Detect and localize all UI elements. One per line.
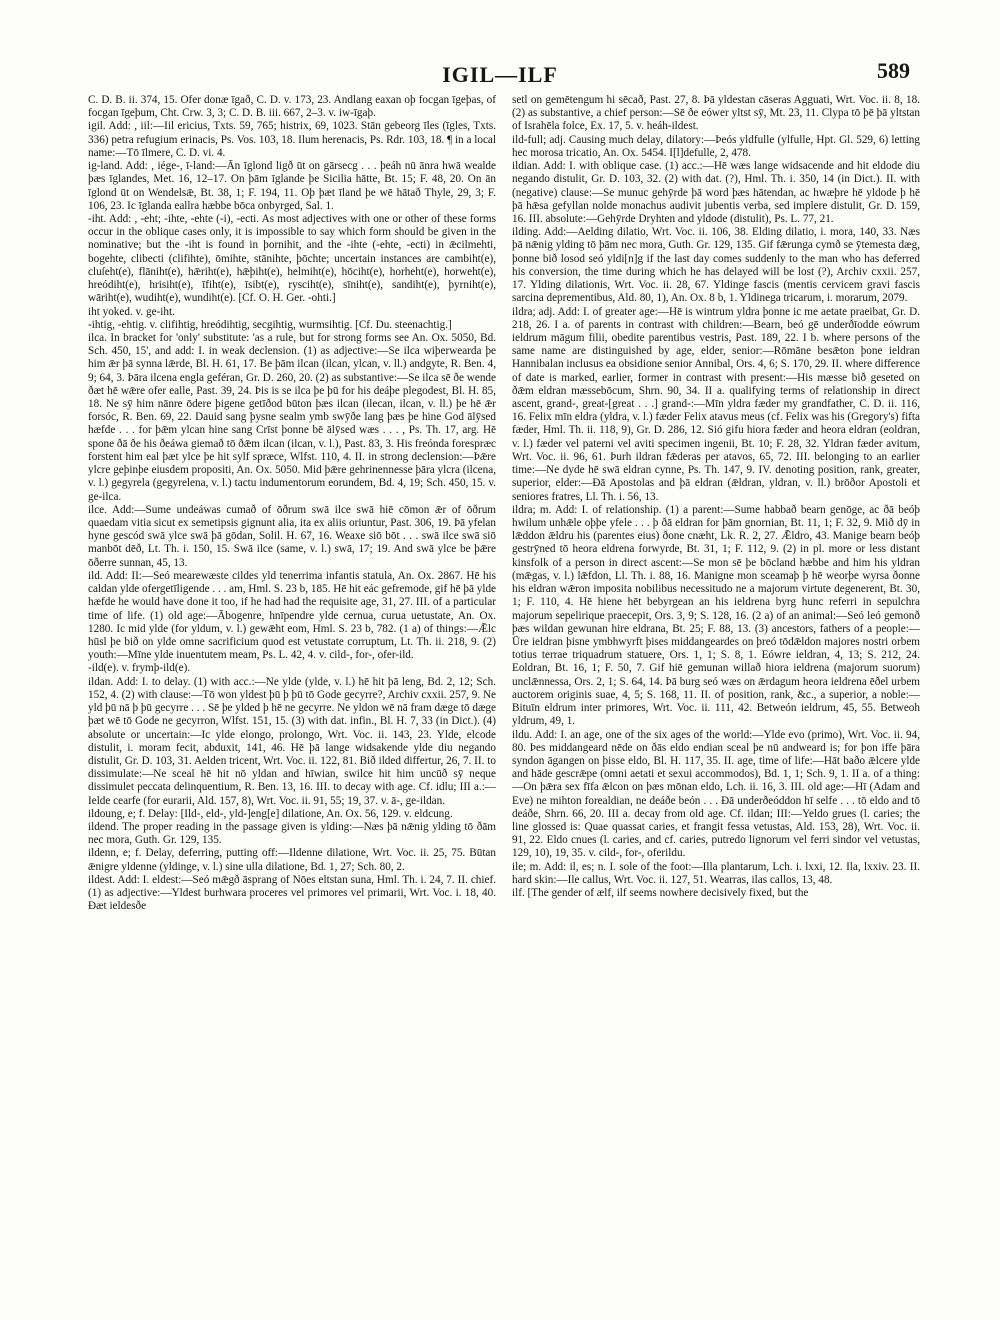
dictionary-entry: ilca. In bracket for 'only' substitute: 'as a rule, but for strong forms see An. Ox. 5050, Bd. Sch. 450, 15', and add: I. in weak declension. (1) as adjective:—Se ilca wiþerwearda þe him ǣr þā synna lǣrde, Bl. H. 61, 17. Be þām ilcan (ilcan, ylcan, v. ll.) andgyte, R. Ben. 4, 9; 64, 3. Þāra ilcena engla geféran, Gr. D. 260, 20. (2) as substantive:—Se ilca sē ðe wende ðæt hē wǣre ofer ealle, Past. 39, 24. Þis is se ilca þe þū for his deáþe plegodest, Bl. H. 85, 18. Ne sȳ him nānre ōdere þigene getīðod būton þæs ilcan (ilecan, ilcan, v. ll.) þe hē ǣr forsóc, R. Ben. 69, 22. Dauid sang þysne sealm ymb swȳðe lang þæs þe hine God ālȳsed hæfde . . . for þǣm ylcan hine sang Crīst þonne bē ālȳsed wæs . . . , Ps. Th. 17, arg. Hē spone ðā ðe his ðeáwa giemað tō ðǣm ilcan (ilcan, v. l.), Past. 83, 3. His freónda forespræc forstent him eal þæt ylce þe hit sylf spræce, Wlfst. 110, 4. II. in strong declension:—Þǣre ylcre geþinþe eiusdem propositi, An. Ox. 5050. Mid þǣre gehrinennesse þāra ylcra (ilcena, v. l.) gegyrela (gegyrelena, v. l.) tactu indumentorum eorundem, Bd. 4, 19; Sch. 450, 15. v. ge-ilca. (88, 331, 496, 503)
page-header (90, 52, 910, 92)
dictionary-entry: ild. Add: II:—Seó mearewæste cildes yld tenerrima infantis statula, An. Ox. 2867. Hē his caldan ylde ofergetīligende . . . am, Hml. S. 23 b, 185. Hē hit eác gefremode, gif hē þā ylde hæfde he would have done it too, if he had had the requisite age, 31, 27. III. of a particular time of life. (1) old age:—Ābogenre, hnīpendre ylde cernua, curua uetustate, An. Ox. 1280. Ic mid ylde (for yldum, v. l.) gewǣht eom, Hml. S. 23 b, 782. (1 a) of things:—Ǣlc hūsl þe bið on ylde omne sacrificium quod est vetustate corruptum, Lt. Th. ii. 218, 9. (2) youth:—Mīne ylde inuentutem meam, Ps. L. 42, 4. v. cild-, for-, ofer-ild. (88, 569, 496, 662)
dictionary-entry: ildra; adj. Add: I. of greater age:—Hē is wintrum yldra þonne ic me aetate praeibat, Gr. D. 218, 26. I a. of parents in contrast with children:—Bearn, beó gē underðīodde eówrum ieldrum māgum filii, obedite parentibus vestris, Past. 189, 22. I b. where persons of the same name are distinguished by age, elder, senior:—Rōmāne besǣton þone ieldran Hannibalan inclusus ea obsidione senior Annibal, Ors. 4, 6; S. 170, 29. II. where difference of date is marked, earlier, former in contrast with present:—His mæsse bið geseted on ðǣm eldran mæssebōcum, Shrn. 90, 34. II a. qualifying terms of relationship in direct ascent, grand-, great-[great . . .] grand-:—Mīn yldra fæder my grandfather, C. D. ii. 116, 16. Felix mīn eldra (yldra, v. l.) fæder Felix atavus meus (cf. Felix was his (Gregory's) fifta fæder, Hml. Th. ii. 118, 9), Gr. D. 286, 12. Sió gifu hiora fæder and heora eldran (eoldran, v. l.) fæder vel paterni vel aviti specimen ingenii, Bt. 10; F. 28, 32. Yldran fæder avitum, Wrt. Voc. ii. 96, 61. Þurh ildran fǣderas per atavos, 65, 72. III. belonging to an earlier time:—Ne dyde hē swā eldran cynne, Ps. Th. 147, 9. IV. denoting position, rank, greater, superior, elder:—Ðā Apostolas and þā eldran (ǣldran, yldran, v. ll.) brōðor Apostoli et seniores fratres, Ll. Th. i. 56, 13. (512, 305, 920, 503)
dictionary-entry: ilding. Add:—Aelding dilatio, Wrt. Voc. ii. 106, 38. Elding dilatio, i. mora, 140, 33. Næs þā nǣnig ylding tō þām nec mora, Guth. Gr. 129, 135. Gif fǣrunga cymð se ȳtemesta dæg, þonne bið losod seó yldi[n]g if the last day comes suddenly to the man who has deferred his conversion, the time during which he has delayed will be lost (?), Archiv cxxii. 257, 17. Ylding dilationis, Wrt. Voc. ii. 28, 67. Yldinge fascis (mentis cervicem gravi fascis sarcina deprementibus, Ald. 80, 1), An. Ox. 8 b, 1. Yldinega tricarum, i. morarum, 2079. (512, 226, 920, 305)
left-column (88, 94, 496, 1284)
dictionary-entry: -iht. Add: , -eht; -ihte, -ehte (-i), -ecti. As most adjectives with one or other of these forms occur in the oblique cases only, it is impossible to say which form should be given in the nominative; but the -iht is found in þornihit, and the -ihte (-ehte, -ecti) in ǣcilmehti, bogehte, clibecti (clifihte), ōmihte, stānihte, þōchte; uncertain instances are cambiht(e), cluſeht(e), flāniht(e), hǣriht(e), hǣþiht(e), helmiht(e), hōciht(e), horheht(e), horweht(e), hreódiht(e), hrisiht(e), īfiht(e), īsibt(e), rysciht(e), sīniht(e), sandiht(e), þyrniht(e), wāriht(e), wudiht(e), wundiht(e). [Cf. O. H. Ger. -ohti.] (88, 212, 496, 305)
dictionary-entry: ildend. The proper reading in the passage given is ylding:—Næs þā nǣnig ylding tō ðām nec mora, Guth. Gr. 129, 135. (88, 821, 496, 847)
right-column (512, 94, 920, 1284)
dictionary-entry: iht yoked. v. ge-iht. (88, 305, 175, 318)
dictionary-entry: ildoung, e; f. Delay: [Ild-, eld-, yld-]eng[e] dilatione, An. Ox. 56, 129. v. eldcung. (88, 807, 453, 820)
dictionary-entry: igil. Add: , iil:—Iil ericius, Txts. 59, 765; histrix, 69, 1023. Stān gebeorg īles (īgles, Txts. 336) petra refugium erinacis, Ps. Vos. 103, 18. Ilum herenacis, Ps. Rdr. 103, 18. ¶ in a local name:—Tō īlmere, C. D. vi. 4. (88, 120, 496, 159)
dictionary-entry: setl on gemētengum hi sēcað, Past. 27, 8. Þā yldestan cāseras Agguati, Wrt. Voc. ii. 8, 18. (2) as substantive, a chief person:—Sē ðe eówer yltst sȳ, Mt. 23, 11. Clypa tō þē þā yltstan of Israhēla folce, Ex. 17, 5. v. heáh-ildest. (512, 94, 920, 133)
dictionary-entry: ildu. Add: I. an age, one of the six ages of the world:—Ylde evo (primo), Wrt. Voc. ii. 94, 80. Þes middangeard nēde on ðās eldo endian sceal þe nū andweard is; for þon iffe þāra syndon āgangen on þisse eldo, Bl. H. 117, 35. II. age, time of life:—Hāt baðo ǣlcere ylde and hāde gescrǣpe (omni aetati et sexui accommodos), Bd. 1, 1; Sch. 9, 1. II a. of a thing:—On þǣra sex fīfa ǣlcon on þæs mōnan eldo, Lch. ii. 16, 3. III. old age:—Hī (Adam and Eve) ne mihton forealdian, ne deáðe beón . . . Ðā underðeóddon hī selfe . . . tō eldo and tō deáðe, Shrn. 66, 20. III a. decay from old age. Cf. ildan; III:—Yeldo grues (l. caries; the line glossed is: Quae quassat caries, et frangit fessa vetustas, Ald. 153, 28), Wrt. Voc. ii. 91, 22. Eldo cnues (l. caries, and cf. caries, putredo lignorum vel ferri sindor vel vetustas, 129, 10), 19, 35. v. cild-, for-, oferildu. (512, 728, 920, 860)
text-columns (88, 94, 920, 1284)
dictionary-entry: ile; m. Add: il, es; n. I. sole of the foot:—Illa plantarum, Lch. i. lxxi, 12. Ila, lxxiv. 23. II. hard skin:—Ile callus, Wrt. Voc. ii. 127, 51. Wearras, ilas callos, 13, 48. (512, 860, 920, 886)
dictionary-entry: ildan. Add: I. to delay. (1) with acc.:—Ne ylde (ylde, v. l.) hē hit þā leng, Bd. 2, 12; Sch. 152, 4. (2) with clause:—Tō won yldest þū þ þū tō Gode gecyrre?, Archiv cxxii. 257, 9. Ne yld þū nā þ þū gecyrre . . . Sē þe ylded þ hē ne gecyrre. Ne yldon wē nā fram dæge tō dæge þæt wē tō Gode ne gecyrron, Wlfst. 151, 15. (3) with dat. infin., Bl. H. 7, 33 (in Dict.). (4) absolute or uncertain:—Ic ylde elongo, prolongo, Wrt. Voc. ii. 143, 23. Ylde, elcode distulit, i. moram fecit, abduxit, 141, 46. Hē þā lange widsakende ylde diu negando distulit, Gr. D. 103, 31. Aelden tricent, Wrt. Voc. ii. 122, 81. Bið ilded differtur, 26, 7. II. to dissimulate:—Ne sceal hē hit nō yldan and hīwian, swilce hit him uncūð sȳ neque dissimulet peccata delinquentium, R. Ben. 13, 16. III. to decay with age. Cf. idlu; III a.:—Ielde cearfe (for eurarii, Ald. 157, 8), Wrt. Voc. ii. 91, 55; 19, 37. v. ā-, ge-ildan. (88, 675, 496, 807)
dictionary-entry: ildest. Add: I. eldest:—Seó mǣgð āsprang of Nōes eltstan suna, Hml. Th. i. 24, 7. II. chief. (1) as adjective:—Yldest burhwara proceres vel primores vel primarii, Wrt. Voc. i. 18, 40. Ðæt ieldesðe (88, 873, 496, 913)
dictionary-entry: ildenn, e; f. Delay, deferring, putting off:—Ildenne dilatione, Wrt. Voc. ii. 25, 75. Būtan ǣnigre yldenne (yldinge, v. l.) sine ulla dilatione, Bd. 1, 27; Sch. 80, 2. (88, 847, 496, 873)
dictionary-entry: -ihtig, -ehtig. v. clifihtig, hreódihtig, secgihtig, wurmsihtig. [Cf. Du. steenachtig.] (88, 318, 452, 331)
dictionary-entry: ilf. [The gender of ælf, ilf seems nowhere decisively fixed, but the (512, 887, 809, 900)
dictionary-entry: C. D. B. ii. 374, 15. Ofer donæ īgað, C. D. v. 173, 23. Andlang eaxan oþ focgan īgeþas, of focgan īgeþum, Cht. Crw. 3, 3; C. D. B. iii. 667, 2–3. v. iw-īgaþ. (88, 94, 496, 120)
running-head: IGIL—ILF (442, 62, 558, 87)
dictionary-entry: ig-land. Add: , iége-, ī-land:—Ān īglond ligð ūt on gārsecg . . . þeáh nū ānra hwā wealde þæs īglandes, Met. 16, 12–17. On þām īglande þe Sicilia hātte, Bt. 15; F. 48, 20. On ān īglond ūt on Wendelsǣ, Bt. 38, 1; F. 194, 11. Oþ þæt īland þe wē hātað Thyle, 29, 3; F. 106, 23. Ic īglanda eallra hæbbe bōca onbyrged, Sal. 1. (88, 160, 496, 212)
dictionary-entry: ild-full; adj. Causing much delay, dilatory:—Þeós yldfulle (ylfulle, Hpt. Gl. 529, 6) letting hec morosa tricatio, An. Ox. 5454. I[l]defulle, 2, 478. (512, 133, 920, 159)
dictionary-entry: -ild(e). v. frymþ-ild(e). (88, 662, 191, 675)
dictionary-entry: ilce. Add:—Sume undeáwas cumað of ōðrum swā ilce swā hiē cōmon ǣr of ōðrum quaedam vitia sicut ex semetipsis gignunt alia, ita ex aliis oriuntur, Past. 306, 19. Þā yfelan hyne gescód swā ylce swā þā gōdan, Solil. H. 67, 16. Weaxe siō bōt . . . swā ilce swā siō manbōt dēð, Lt. Th. i. 150, 15. Swā ilce (same, v. l.) swā, 17; 19. And swā ylce be þǣre ōðerre sunnan, 45, 13. (88, 503, 496, 569)
page-number: 589 (877, 58, 910, 83)
dictionary-entry: ildian. Add: I. with oblique case. (1) acc.:—Hē wæs lange widsacende and hit eldode diu negando distulit, Gr. D. 103, 32. (2) with dat. (?), Hml. Th. i. 350, 14 (in Dict.). II. with (negative) clause:—Se munuc gehȳrde þā word þæs hātendan, ac hwæþre hē yldode þ hē þā hǣsa gefyllan nolde monachus audivit jubentis verba, sed implere distulit, Gr. D. 159, 16. III. absolute:—Gehȳrde Dryhten and yldode (distulit), Ps. L. 77, 21. (512, 160, 920, 225)
dictionary-entry: ildra; m. Add: I. of relationship. (1) a parent:—Sume habbað bearn genōge, ac ðā beóþ hwilum unhǣle oþþe yfele . . . þ ðā eldran for þām gnornian, Bt. 11, 1; F. 32, 9. Mið dȳ in lǣddon ǣldru his (parentes eius) ðone cnæht, Lk. R. 2, 27. Ǣldro, 43. Manige bearn beóþ gestrȳned tō heora eldrena forwyrde, Bt. 31, 1; F. 112, 9. (2) in pl. more or less distant kinsfolk of a person in direct ascent:—Se mon sē þe bōcland hæbbe and him his yldran (mǣgas, v. l.) lǣfdon, Ll. Th. i. 88, 16. Manigne mon sceamaþ þ hē weorþe wyrsa ðonne his eldran wǣron imposita nobilibus necessitudo ne a majorum virtute degenerent, Bt. 30, 1; F. 110, 4. Hē hiene hēt bebyrgean an his ieldrena byrg hunc referri in sepulchra majorum sepelirique praecepit, Ors. 3, 9; S. 128, 16. (2 a) of an animal:—Seó leó gemonð þæs wildan gewunan hire eldrana, Bt. 25; F. 88, 13. (3) ancestors, fathers of a people:—Ūre ieldran þisne ymbhwyrft þises middangeardes on þreó tōdǣldon majores nostri orbem totius terrae triquadrum statuere, Ors. 1, 1; S. 8, 1. Eówre ieldran, 4, 13; S. 212, 24. Eoldran, Bt. 16, 1; F. 50, 7. Gif hiē gemunan willað hiora ieldrena (majorum suorum) unclǣnnessa, Ors. 2, 1; S. 64, 14. Þā burg seó wæs on ǣrdagum heora ieldrena ēðel urbem auctorem originis suae, 4, 5; S. 168, 11. II. of position, rank, &c., a superior, a noble:—Bituīn eldrum inter primores, Wrt. Voc. ii. 111, 42. Betweón ieldrum, 45, 55. Betweoh yldrum, 49, 1. (512, 503, 920, 728)
